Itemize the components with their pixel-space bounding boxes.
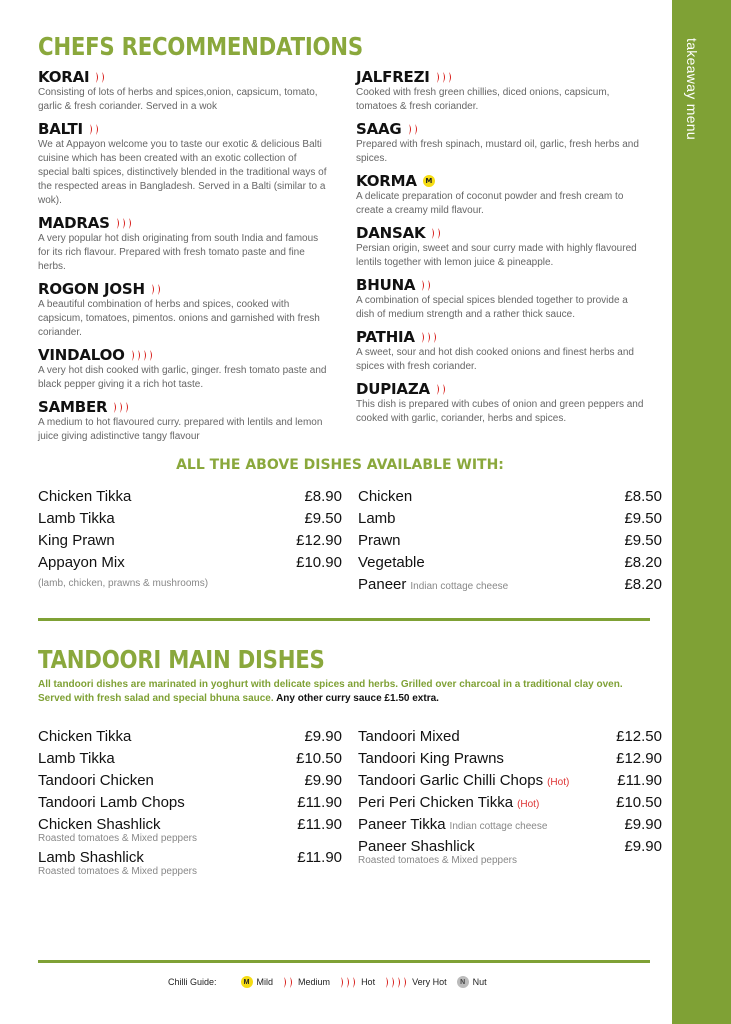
chefs-title: CHEFS RECOMMENDATIONS [38,32,363,61]
item-note: Indian cottage cheese [410,581,509,592]
dish-title: JALFREZI [356,68,430,86]
item-label [38,792,185,814]
item-price: £8.20 [624,554,662,571]
dish-description: A very popular hot dish originating from south India and famous for its rich flavour. Prepared with fresh tomato paste and fine herbs. [38,233,319,272]
guide-very-hot-label: Very Hot [412,977,447,987]
guide-very-hot [385,977,447,988]
item-label [38,530,115,552]
chefs-left-column [38,68,330,450]
dish-item [38,346,330,392]
dish-title: ROGON JOSH [38,280,145,298]
price-row [38,792,342,814]
item-price: £9.50 [624,510,662,527]
item-name: Lamb [358,510,396,527]
dish-title: PATHIA [356,328,415,346]
dish-title: VINDALOO [38,346,125,364]
price-row [358,748,662,770]
dish-title: KORAI [38,68,90,86]
dish-description: A medium to hot flavoured curry. prepared with lentils and lemon juice giving adistinctive tangy flavour [38,417,323,442]
price-row [358,486,662,508]
tandoori-left-list [38,726,342,880]
dish-description: Cooked with fresh green chillies, diced onions, capsicum, tomatoes & fresh coriander. [356,87,610,112]
dish-name [356,328,646,346]
dish-name [38,398,330,416]
item-name: Chicken Shashlick [38,816,161,833]
dish-name [38,214,330,232]
sidebar-label: takeaway menu [684,38,700,140]
price-row [358,726,662,748]
guide-hot-label: Hot [361,977,376,987]
dish-item [356,276,646,322]
item-name: Chicken Tikka [38,488,132,505]
item-name: King Prawn [38,532,115,549]
item-price: £9.90 [304,728,342,745]
price-row [358,770,662,792]
item-subnote: Roasted tomatoes & Mixed peppers [358,855,517,866]
item-label [358,530,401,552]
dish-name [356,120,646,138]
dish-description: This dish is prepared with cubes of onion and green peppers and cooked with garlic, coriander, herbs and spices. [356,399,644,424]
price-row [358,508,662,530]
dish-description: A beautiful combination of herbs and spices, cooked with capsicum, tomatoes, pimentos. onions and garnished with fresh coriander. [38,299,320,338]
item-label [358,726,460,748]
guide-nut [457,976,487,988]
price-row [358,552,662,574]
dish-description: A sweet, sour and hot dish cooked onions and finest herbs and spices with fresh coriander. [356,347,634,372]
sidebar [672,0,731,1024]
item-name: Prawn [358,532,401,549]
chilli-icon [421,332,438,343]
dish-description: We at Appayon welcome you to taste our exotic & delicious Balti cuisine which has been created with an exotic collection of special balti spices, distinctively blended in the traditional ways of the respected areas in Bangladesh. Served in a Balti (similar to a wok). [38,139,327,206]
tandoori-intro-extra: Any other curry sauce £1.50 extra. [276,693,439,704]
divider [38,618,650,621]
dish-description: A very hot dish cooked with garlic, ginger. fresh tomato paste and black pepper giving it a rich hot taste. [38,365,327,390]
item-price: £8.90 [304,488,342,505]
item-label [358,486,412,508]
dish-name [356,172,646,190]
chilli-icon [436,72,453,83]
item-name: Peri Peri Chicken Tikka [358,794,514,811]
item-label [38,552,125,574]
price-row [38,748,342,770]
item-name: Tandoori Chicken [38,772,154,789]
dish-title: SAAG [356,120,402,138]
item-name: Chicken Tikka [38,728,132,745]
chilli-icon [116,218,133,229]
dish-title: BHUNA [356,276,416,294]
price-row [38,552,342,574]
item-price: £10.50 [296,750,342,767]
chilli-icon [431,228,442,239]
item-subnote: Roasted tomatoes & Mixed peppers [38,833,197,844]
item-price: £11.90 [297,816,342,833]
dish-name [356,68,646,86]
item-price: £11.90 [297,794,342,811]
dish-item [356,172,646,218]
dish-description: Consisting of lots of herbs and spices,onion, capsicum, tomato, garlic & fresh coriander. Served in a wok [38,87,318,112]
chilli-icon [283,977,294,988]
item-name: Lamb Tikka [38,510,115,527]
price-row [358,574,662,596]
price-row [358,814,662,836]
dish-description: Persian origin, sweet and sour curry made with highly flavoured lentils together with lemon juice & pineapple. [356,243,637,268]
dish-item [356,224,646,270]
item-label [358,552,425,574]
item-price: £10.90 [296,554,342,571]
tandoori-right-list [358,726,662,869]
item-name: Chicken [358,488,413,505]
item-price: £8.20 [624,576,662,593]
dish-name [38,68,330,86]
dish-name [38,120,330,138]
item-name: Tandoori Lamb Chops [38,794,185,811]
chilli-icon [131,350,154,361]
guide-medium-label: Medium [298,977,331,987]
dish-description: A delicate preparation of coconut powder and fresh cream to create a creamy mild flavour. [356,191,624,216]
item-label [358,748,504,770]
item-label [358,814,547,836]
dish-title: MADRAS [38,214,110,232]
item-price: £9.90 [624,816,662,833]
chilli-guide [168,976,487,988]
price-row [38,726,342,748]
available-heading: ALL THE ABOVE DISHES AVAILABLE WITH: [176,457,504,473]
chilli-icon [151,284,162,295]
dish-item [38,398,330,444]
chefs-right-column [356,68,646,432]
guide-hot [340,977,375,988]
item-price: £10.50 [616,794,662,811]
item-label [38,486,131,508]
item-label [38,726,131,748]
price-row [358,530,662,552]
item-price: £9.50 [624,532,662,549]
item-label [358,574,508,596]
tandoori-intro-text: All tandoori dishes are marinated in yoghurt with delicate spices and herbs. Grilled over charcoal in a traditional clay oven. Served with fresh salad and special bhuna sauce. [38,679,623,704]
chilli-guide-label: Chilli Guide: [168,977,217,987]
dish-name [38,280,330,298]
chilli-icon [408,124,419,135]
chilli-icon [95,72,106,83]
dish-title: DUPIAZA [356,380,430,398]
item-name: Paneer [358,576,407,593]
dish-item [38,120,330,208]
hot-tag: (Hot) [517,799,540,810]
price-row [358,792,662,814]
dish-item [38,68,330,114]
price-row [38,770,342,792]
tandoori-intro [38,678,648,706]
chilli-icon [340,977,357,988]
dish-name [356,380,646,398]
price-row [38,508,342,530]
chilli-icon [421,280,432,291]
divider-bottom [38,960,650,963]
item-price: £9.50 [304,510,342,527]
item-name: Paneer Tikka [358,816,446,833]
item-name: Tandoori Garlic Chilli Chops [358,772,544,789]
nut-badge-icon: N [457,976,469,988]
dish-title: KORMA [356,172,417,190]
dish-name [38,346,330,364]
guide-mild [241,976,274,988]
item-note: Indian cottage cheese [449,821,548,832]
dish-item [356,380,646,426]
mild-badge-icon: M [423,175,435,187]
available-right-list [358,486,662,596]
item-label [358,770,569,792]
chilli-icon [385,977,408,988]
guide-nut-label: Nut [472,977,487,987]
guide-medium [283,977,330,988]
dish-title: SAMBER [38,398,108,416]
price-row [38,530,342,552]
item-label [358,792,539,814]
dish-description: Prepared with fresh spinach, mustard oil, garlic, fresh herbs and spices. [356,139,639,164]
guide-mild-label: Mild [256,977,274,987]
item-name: Paneer Shashlick [358,838,475,855]
mild-badge-icon: M [241,976,253,988]
item-price: £12.90 [616,750,662,767]
item-price: £9.90 [304,772,342,789]
dish-item [356,328,646,374]
item-price: £12.90 [296,532,342,549]
dish-title: DANSAK [356,224,426,242]
dish-item [356,68,646,114]
item-name: Lamb Shashlick [38,849,144,866]
chilli-icon [113,402,130,413]
dish-name [356,276,646,294]
item-name: Vegetable [358,554,425,571]
tandoori-title: TANDOORI MAIN DISHES [38,645,325,674]
item-name: Tandoori Mixed [358,728,460,745]
chilli-icon [89,124,100,135]
item-label [38,748,115,770]
item-price: £11.90 [297,849,342,866]
item-name: Lamb Tikka [38,750,115,767]
dish-name [356,224,646,242]
available-left-list [38,486,342,592]
item-label [358,508,396,530]
item-label [38,508,115,530]
price-row [38,486,342,508]
item-name: Appayon Mix [38,554,125,571]
dish-item [38,214,330,274]
dish-item [38,280,330,340]
chilli-icon [436,384,447,395]
item-name: Tandoori King Prawns [358,750,504,767]
dish-item [356,120,646,166]
item-subnote: Roasted tomatoes & Mixed peppers [38,866,197,877]
mix-note: (lamb, chicken, prawns & mushrooms) [38,578,209,589]
item-price: £8.50 [624,488,662,505]
item-price: £12.50 [616,728,662,745]
item-label [38,770,154,792]
dish-description: A combination of special spices blended together to provide a dish of medium strength and a rather thick sauce. [356,295,628,320]
dish-title: BALTI [38,120,83,138]
item-price: £9.90 [624,838,662,855]
hot-tag: (Hot) [547,777,570,788]
item-price: £11.90 [617,772,662,789]
